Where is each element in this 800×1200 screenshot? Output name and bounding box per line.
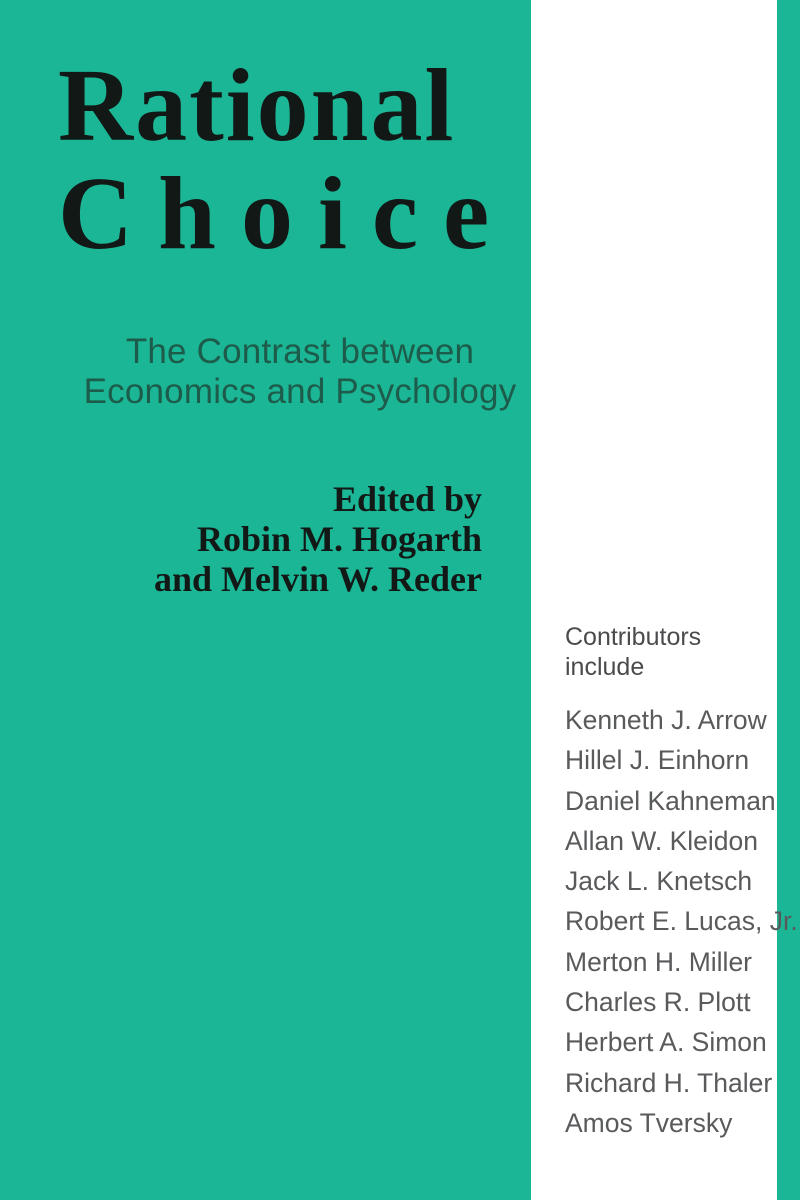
editors-block <box>58 479 482 599</box>
book-title-line2: Choice <box>58 156 515 271</box>
contributor-name: Kenneth J. Arrow <box>565 705 767 735</box>
contributor-name: Daniel Kahneman <box>565 785 776 816</box>
contributor-name: Robert E. Lucas, Jr. <box>565 906 798 937</box>
contributor-name: Merton H. Miller <box>565 946 753 977</box>
contributor-name: Richard H. Thaler <box>565 1067 773 1098</box>
contributor-name: Jack L. Knetsch <box>565 866 753 897</box>
contributors-panel <box>531 0 798 1200</box>
contributors-heading-line2: include <box>565 653 645 681</box>
contributor-name: Charles R. Plott <box>565 987 751 1018</box>
contributor-name: Allan W. Kleidon <box>565 825 758 856</box>
editor-name-reder: and Melvin W. Reder <box>153 559 482 599</box>
edited-by-label: Edited by <box>332 479 482 519</box>
editor-name-hogarth: Robin M. Hogarth <box>196 519 482 559</box>
book-subtitle <box>78 332 522 412</box>
contributors-list <box>565 700 798 1143</box>
contributor-name: Herbert A. Simon <box>565 1027 767 1058</box>
contributors-heading-line1: Contributors <box>565 623 702 651</box>
subtitle-line2: Economics and Psychology <box>83 372 517 411</box>
subtitle-line1: The Contrast between <box>125 332 475 371</box>
book-title-line1: Rational <box>58 48 456 163</box>
contributor-name: Amos Tversky <box>565 1107 733 1138</box>
contributors-heading <box>565 622 701 682</box>
contributor-name: Hillel J. Einhorn <box>565 745 750 776</box>
book-title <box>58 48 515 271</box>
